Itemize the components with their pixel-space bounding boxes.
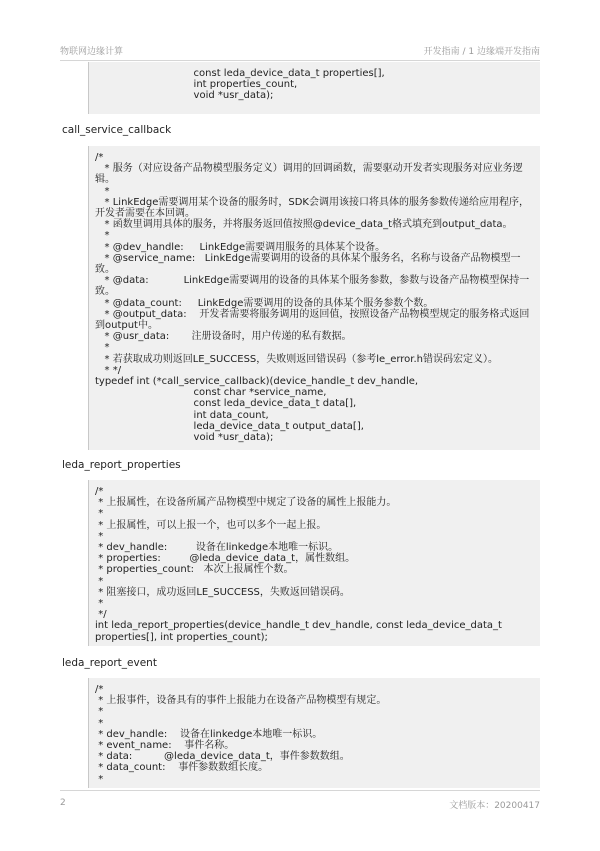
code-line: * @output_data: 开发者需要将服务调用的返回值，按照设备产品物模型规定的服务格式返回到output中。 [95, 308, 530, 332]
code-line: * [95, 185, 110, 197]
code-line: const leda_device_data_t data[], [95, 398, 357, 410]
header-breadcrumb: 开发指南 / 1 边缘端开发指南 [423, 47, 540, 57]
code-line: * properties: @leda_device_data_t，属性数组。 [95, 553, 356, 565]
code-line: * 服务（对应设备产品物模型服务定义）调用的回调函数，需要驱动开发者实现服务对应业务逻辑。 [95, 163, 523, 186]
code-line: * dev_handle: 设备在linkedge本地唯一标识。 [95, 542, 339, 554]
code-line: */ [95, 609, 107, 621]
code-line: int data_count, [95, 409, 269, 421]
code-line: * properties_count: 本次上报属性个数。 [95, 564, 294, 576]
code-line: * 上报属性，在设备所属产品物模型中规定了设备的属性上报能力。 [95, 497, 397, 509]
heading-leda-report-event: leda_report_event [62, 657, 157, 669]
code-line: * @data: LinkEdge需要调用的设备的具体某个服务参数，参数与设备产品物模型保持一致。 [95, 275, 530, 298]
code-line: * event_name: 事件名称。 [95, 740, 235, 752]
header-doc-title: 物联网边缘计算 [60, 47, 124, 57]
code-line: * @dev_handle: LinkEdge需要调用服务的具体某个设备。 [95, 241, 386, 253]
code-block-leda-report-properties [88, 480, 540, 646]
heading-leda-report-properties: leda_report_properties [62, 459, 181, 471]
code-line: * [95, 342, 110, 354]
code-line: /* [95, 486, 104, 497]
code-line: * [95, 530, 104, 542]
header-divider [60, 60, 540, 61]
code-line: typedef int (*call_service_callback)(device_handle_t dev_handle, [95, 376, 419, 388]
code-line: * [95, 717, 104, 729]
page-header [60, 44, 540, 57]
code-block-properties-tail [88, 62, 540, 114]
code-line: * [95, 706, 104, 718]
code-line: * 上报属性，可以上报一个，也可以多个一起上报。 [95, 519, 327, 531]
code-line: * [95, 508, 104, 520]
code-line: * [95, 773, 104, 785]
code-line: * [95, 575, 104, 587]
code-line: void *usr_data); [95, 432, 274, 444]
code-line: int leda_report_properties(device_handle_t dev_handle, const leda_device_data_t properties[], int properties_count); [95, 620, 506, 643]
code-line: * */ [95, 364, 122, 376]
code-line: * LinkEdge需要调用某个设备的服务时，SDK会调用该接口将具体的服务参数传递给应用程序，开发者需要在本回调。 [95, 196, 529, 220]
code-block-leda-report-event [88, 678, 540, 788]
code-line: * 函数里调用具体的服务，并将服务返回值按照@device_data_t格式填充到output_data。 [95, 219, 513, 231]
heading-call-service-callback: call_service_callback [62, 124, 172, 136]
page-footer [60, 798, 540, 811]
page-number: 2 [60, 798, 66, 808]
code-line: * @usr_data: 注册设备时，用户传递的私有数据。 [95, 331, 352, 343]
code-line: * data_count: 事件参数数组长度。 [95, 762, 269, 774]
code-line: * @data_count: LinkEdge需要调用的设备的具体某个服务参数个数。 [95, 297, 434, 309]
code-line: /* [95, 684, 104, 695]
code-line: * data: @leda_device_data_t，事件参数数组。 [95, 751, 350, 763]
code-line: * [95, 598, 104, 610]
code-line: void *usr_data); [95, 90, 274, 102]
code-line: * 阻塞接口，成功返回LE_SUCCESS，失败返回错误码。 [95, 586, 350, 598]
code-line: int properties_count, [95, 79, 298, 91]
code-line: * 上报事件，设备具有的事件上报能力在设备产品物模型有规定。 [95, 695, 387, 707]
footer-divider [60, 790, 540, 791]
code-block-call-service-callback [88, 146, 540, 450]
code-line: const leda_device_data_t properties[], [95, 68, 385, 79]
code-line: const char *service_name, [95, 387, 327, 399]
doc-version: 文档版本：20200417 [449, 801, 540, 811]
code-line: /* [95, 152, 104, 163]
code-line: leda_device_data_t output_data[], [95, 420, 364, 432]
code-line: * 若获取成功则返回LE_SUCCESS，失败则返回错误码（参考le_error.h错误码宏定义）。 [95, 353, 498, 365]
code-line: * dev_handle: 设备在linkedge本地唯一标识。 [95, 728, 323, 740]
code-line: * [95, 230, 110, 242]
code-line: * @service_name: LinkEdge需要调用的设备的具体某个服务名，名称与设备产品物模型一致。 [95, 252, 521, 276]
